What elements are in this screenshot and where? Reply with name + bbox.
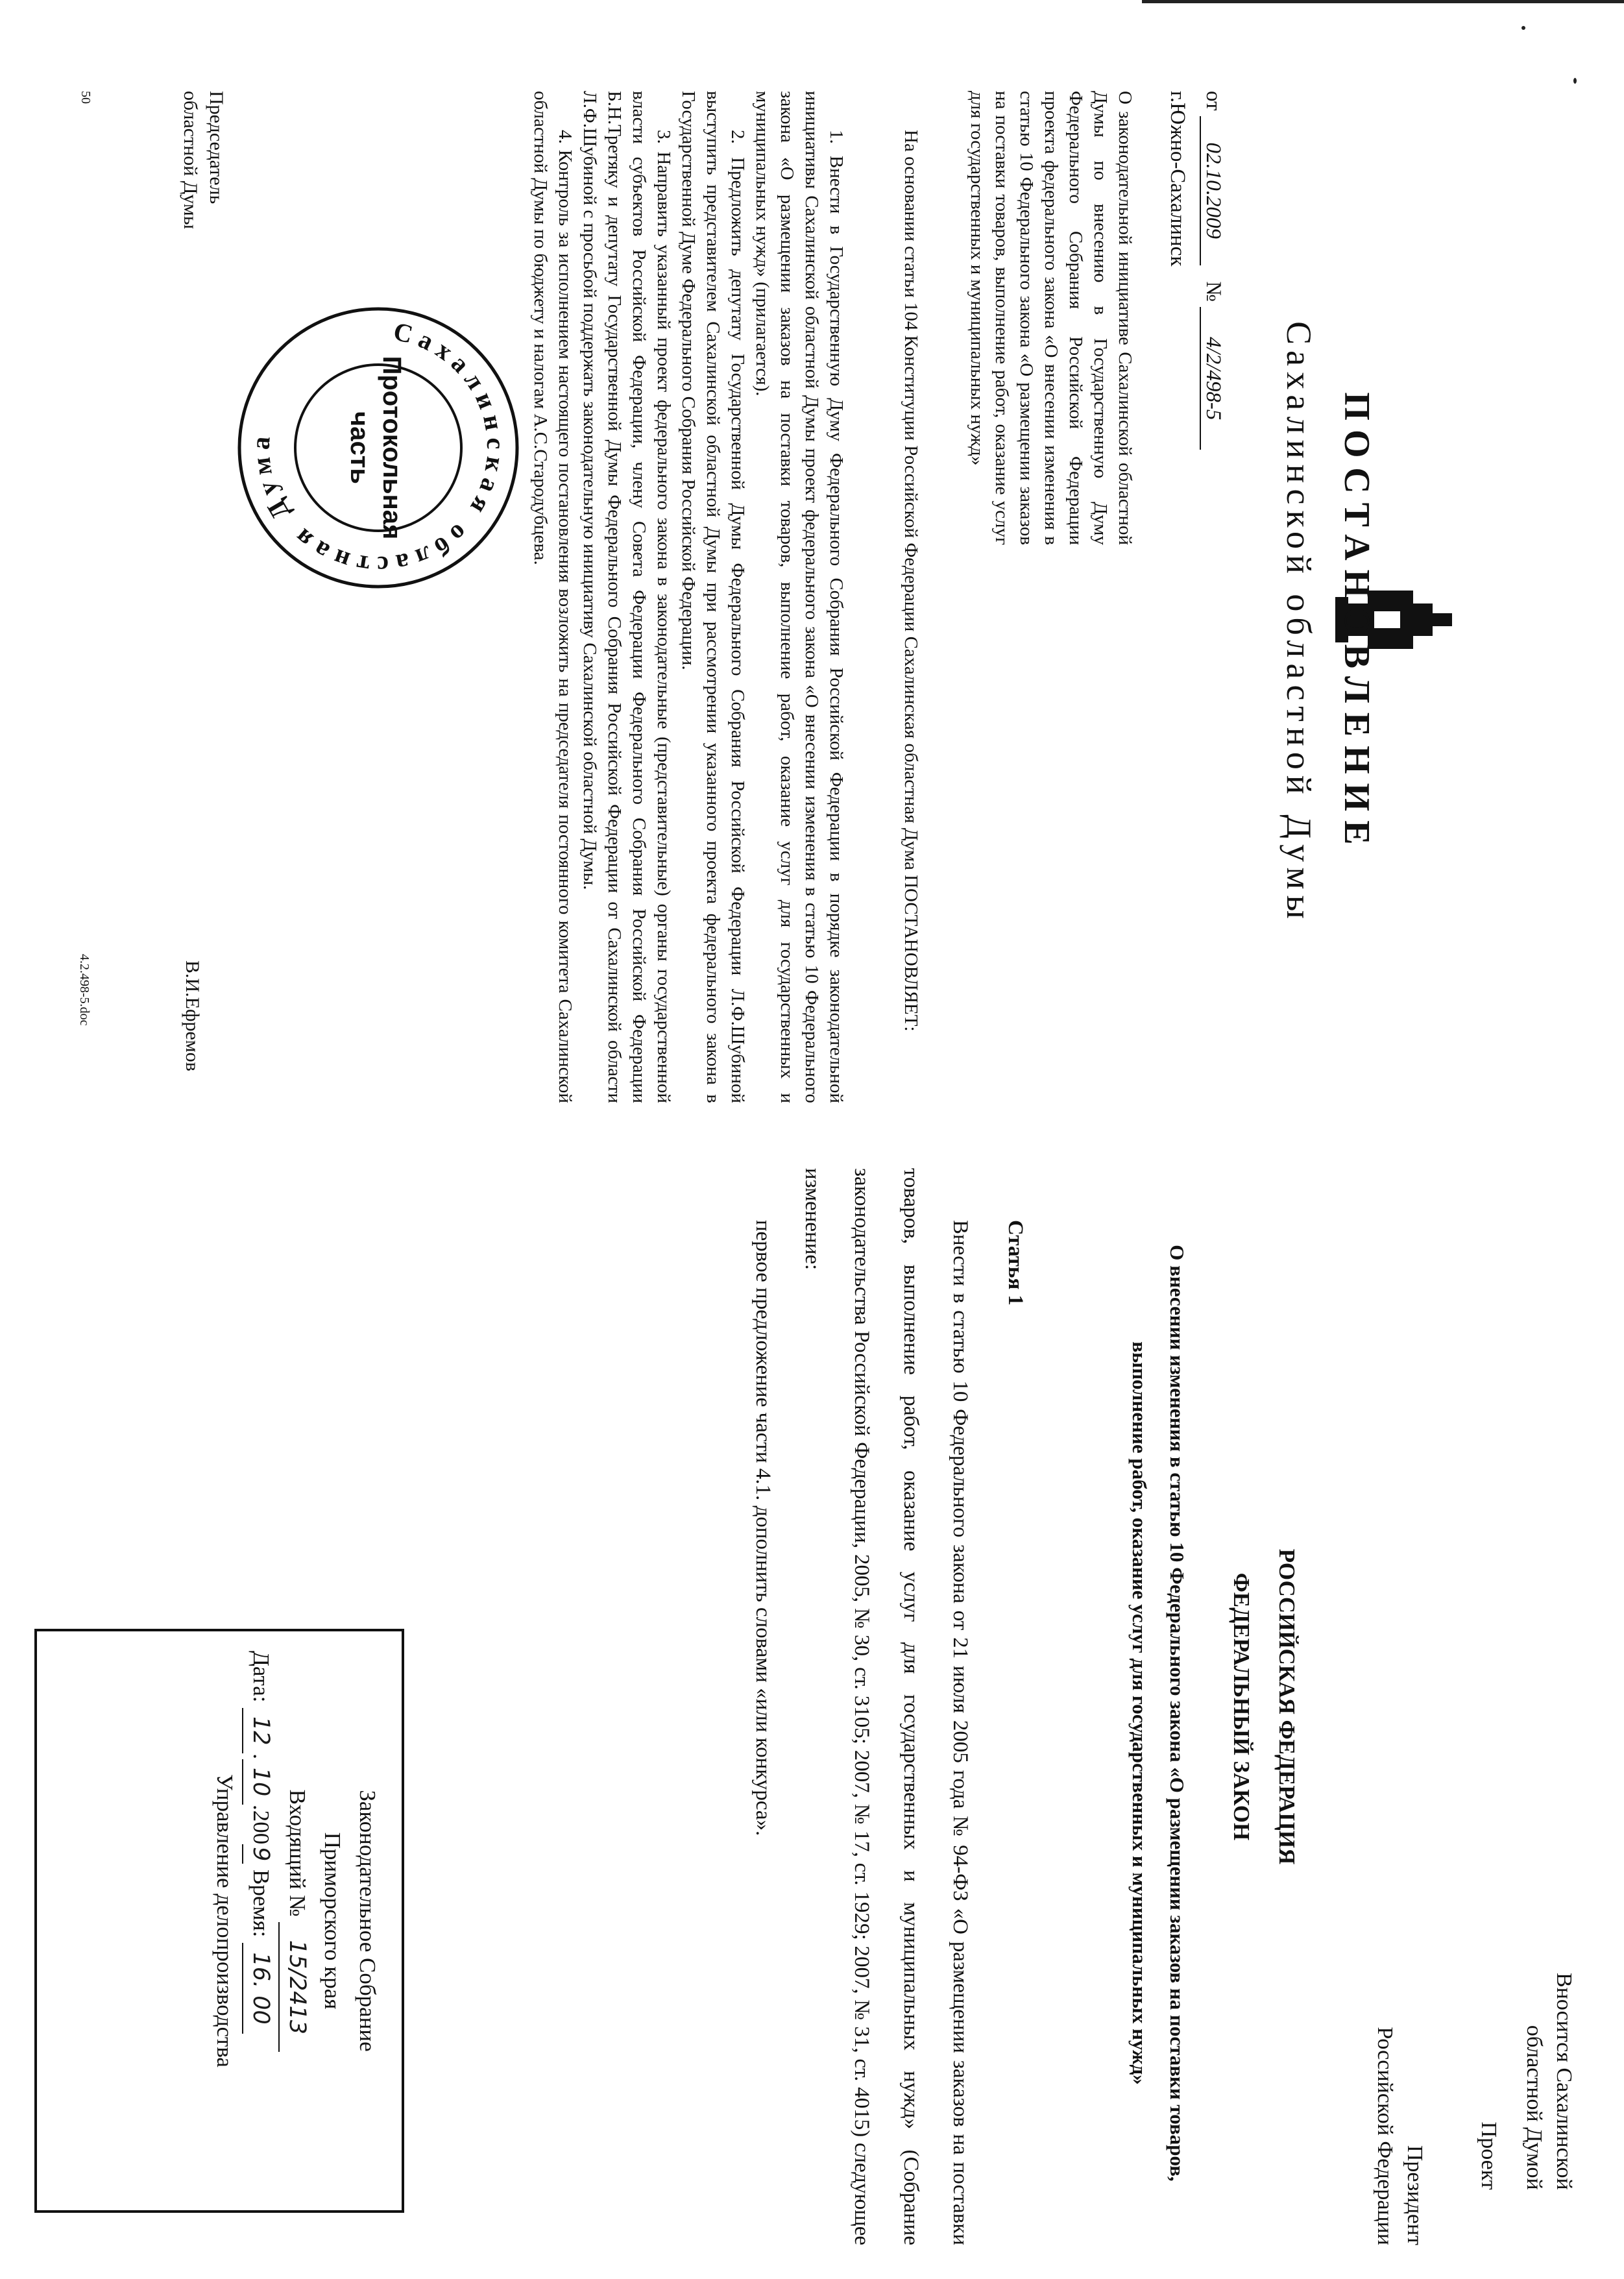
law-text [738, 1168, 985, 2245]
submitted-by-line: Вносится Сахалинской [1552, 1973, 1576, 2190]
resolution-dateline [1200, 91, 1225, 450]
resolution-topic: О законодательной инициативе Сахалинской областной Думы по внесению в Государственную Думу Федерального Собрания Российской Федерации проекта федерального закона «О внесении изменения в статью 10 Федерального закона «О размещении заказов на поставки товаров, выполнение работ, оказание услуг для государственных и муниципальных нужд» [967, 91, 1135, 545]
time-value: 16. 00 [242, 1943, 278, 2034]
official-seal [236, 305, 521, 591]
file-reference: 4.2.498-5.doc [77, 954, 91, 1026]
page-subtitle: Сахалинской областной Думы [1279, 321, 1318, 925]
submitted-by [1473, 1973, 1579, 2190]
registration-stamp [34, 1629, 404, 2213]
project-label: Проект [1477, 2121, 1501, 2190]
registration-line: Приморского края [320, 1832, 345, 2010]
incoming-row [278, 1651, 315, 2191]
amendment-text: первое предложение части 4.1. дополнить словами «или конкурса». [751, 1220, 775, 1836]
number-prefix: № [1202, 281, 1225, 302]
addressee-line: Президент [1403, 2145, 1427, 2245]
resolution-item: 1. Внести в Государственную Думу Федерального Собрания Российской Федерации в порядке законодательной инициативы Сахалинской областной Думы проект федерального закона «О внесении изменения в статью 10 Федерального закона «О размещении заказов на поставки товаров, выполнение работ, оказание услуг для государственных и муниципальных нужд» (прилагается). [752, 91, 847, 1103]
resolution-preamble: На основании статьи 104 Конституции Российской Федерации Сахалинская областная Дума ПОСТАНОВЛЯЕТ: [901, 130, 921, 1032]
signature-name: В.И.Ефремов [182, 960, 203, 1071]
date-year-prefix: 200 [248, 1810, 274, 1845]
incoming-label: Входящий № [285, 1789, 310, 1917]
resolution-items [528, 91, 849, 1103]
seal-ring-text: Сахалинская областная Дума [245, 316, 511, 581]
page-title: ПОСТАНОВЛЕНИЕ [1337, 392, 1377, 854]
date-time-row: Дата: 12.10.2009 Время: 16. 00 [242, 1651, 278, 2191]
seal-center-line: Протокольная [378, 356, 406, 540]
department: Управление делопроизводства [212, 1774, 237, 2067]
signature-role [177, 91, 229, 229]
date-label: Дата: [248, 1651, 274, 1703]
addressee [1370, 1973, 1429, 2245]
article-heading: Статья 1 [1004, 1220, 1027, 1306]
signature-role-line: областной Думы [180, 91, 201, 230]
law-title: О внесении изменения в статью 10 Федерального закона «О размещении заказов на поставки товаров, выполнение работ, оказание услуг для государственных и муниципальных нужд» [1128, 1245, 1189, 2182]
resolution-number: 4/2/498-5 [1200, 307, 1225, 450]
country-heading: РОССИЙСКАЯ ФЕДЕРАЦИЯ [1274, 1548, 1300, 1865]
resolution-item: 4. Контроль за исполнением настоящего постановления возложить на председателя постоянного комитета Сахалинской областной Думы по бюджету и налогам А.С.Стародубцева. [530, 91, 576, 1103]
date-day: 12 [242, 1708, 278, 1753]
time-label: Время: [248, 1870, 274, 1938]
city: г.Южно-Сахалинск [1166, 91, 1189, 267]
submitted-by-line: областной Думой [1522, 2025, 1546, 2190]
resolution-item: 3. Направить указанный проект федерального закона в законодательные (представительные) органы государственной власти субъектов Российской Федерации, члену Совета Федерации Федерального Собрания Российской Федерации Б.Н.Третяку и депутату Государственной Думы Федерального Собрания Российской Федерации от Сахалинской области Л.Ф.Шубиной с просьбой поддержать законодательную инициативу Сахалинской областной Думы. [579, 91, 674, 1103]
resolution-item: 2. Предложить депутату Государственной Думы Федерального Собрания Российской Федерации Л.Ф.Шубиной выступить представителем Сахалинской областной Думы при рассмотрении указанного проекта федерального закона в Государственной Думе Федерального Собрания Российской Федерации. [678, 91, 748, 1103]
signature-role-line: Председатель [206, 91, 227, 204]
article-text: Внести в статью 10 Федерального закона от 21 июля 2005 года № 94-ФЗ «О размещении заказов на поставки товаров, выполнение работ, оказание услуг для государственных и муниципальных нужд» (Собрание законодательства Российской Федерации, 2005, № 30, ст. 3105; 2007, № 17, ст. 1929; 2007, № 31, ст. 4015) следующее изменение: [801, 1168, 972, 2245]
date-prefix: от [1202, 91, 1225, 111]
date-month: 10 [242, 1759, 278, 1805]
date-year-digit: 9 [242, 1844, 278, 1864]
page-number: 50 [79, 91, 93, 104]
registration-line: Законодательное Собрание [355, 1790, 380, 2052]
resolution-date: 02.10.2009 [1200, 116, 1225, 265]
resolution-body [899, 91, 923, 1103]
law-type-heading: ФЕДЕРАЛЬНЫЙ ЗАКОН [1229, 1572, 1254, 1841]
addressee-line: Российской Федерации [1373, 2027, 1397, 2245]
seal-center-line: часть [345, 411, 374, 484]
incoming-number: 15/2413 [278, 1922, 315, 2052]
